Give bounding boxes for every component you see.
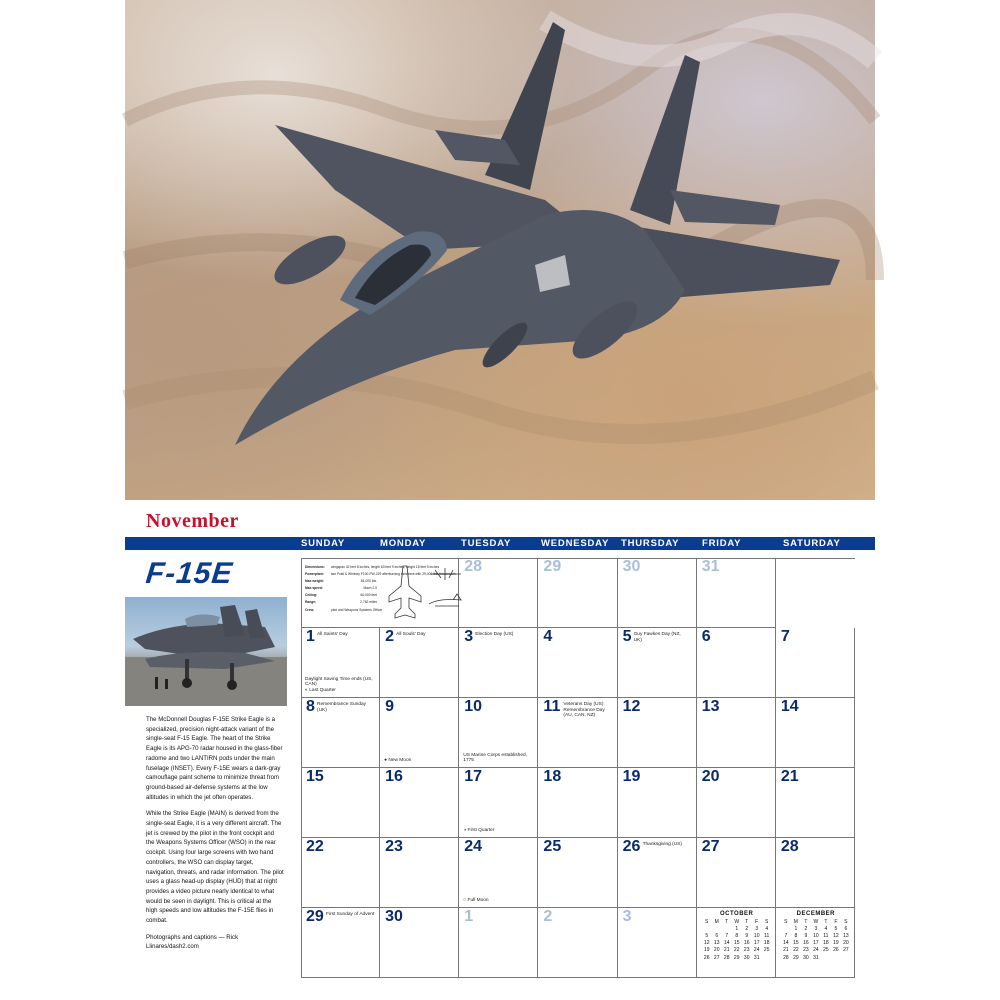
day-cell bbox=[697, 628, 776, 698]
day-footnote: ● New Moon bbox=[384, 758, 412, 764]
holiday-label: Election Day (US) bbox=[475, 632, 514, 637]
mini-calendar-cell bbox=[776, 908, 855, 978]
day-cell bbox=[380, 838, 459, 908]
mini-date: 17 bbox=[813, 940, 819, 947]
day-number: 23 bbox=[385, 838, 403, 855]
spec-row bbox=[305, 607, 383, 614]
mini-date: 28 bbox=[723, 954, 730, 961]
mini-date: 21 bbox=[723, 947, 730, 954]
mini-date bbox=[831, 954, 841, 961]
day-number: 27 bbox=[701, 838, 720, 855]
spec-value: 81,000 lbs. bbox=[360, 579, 377, 584]
inset-aircraft-illustration bbox=[125, 597, 287, 706]
mini-weekday: F bbox=[755, 918, 759, 925]
day-cell bbox=[459, 908, 538, 978]
day-cell bbox=[301, 698, 380, 768]
moon-phase-note: ◐ Last Quarter bbox=[305, 688, 336, 694]
mini-date: 13 bbox=[843, 932, 849, 939]
mini-date: 12 bbox=[703, 940, 710, 947]
day-cell bbox=[697, 558, 776, 628]
day-number: 2 bbox=[543, 908, 553, 925]
mini-calendar-table bbox=[702, 918, 772, 961]
mini-date: 31 bbox=[753, 954, 760, 961]
holiday-label: First Sunday of Advent bbox=[326, 912, 375, 917]
day-number: 12 bbox=[622, 698, 641, 715]
specs-cell bbox=[301, 558, 459, 628]
day-number: 17 bbox=[464, 768, 483, 785]
mini-date: 3 bbox=[755, 925, 759, 932]
mini-date: 30 bbox=[743, 954, 750, 961]
mini-date: 31 bbox=[813, 954, 819, 961]
spec-value: Mach 2.5 bbox=[363, 586, 377, 591]
mini-date: 21 bbox=[783, 947, 789, 954]
spec-label: Max weight: bbox=[305, 579, 324, 584]
mini-date: 19 bbox=[833, 940, 839, 947]
day-number: 25 bbox=[543, 838, 562, 855]
weekday-thursday: THURSDAY bbox=[621, 538, 680, 549]
day-cell bbox=[380, 768, 459, 838]
day-number: 10 bbox=[464, 698, 483, 715]
day-cell bbox=[459, 768, 538, 838]
aircraft-silhouette-diagram bbox=[383, 562, 463, 622]
mini-date: 6 bbox=[844, 925, 848, 932]
mini-date: 25 bbox=[763, 947, 770, 954]
holiday-label: Veterans Day (US) Remembrance Day (AU, CAN, NZ) bbox=[563, 702, 605, 719]
main-photo-f15e bbox=[125, 0, 875, 500]
aircraft-title: F-15E bbox=[144, 557, 235, 590]
day-cell bbox=[618, 768, 697, 838]
day-number: 9 bbox=[385, 698, 395, 715]
day-number: 3 bbox=[464, 628, 474, 645]
day-cell bbox=[618, 558, 697, 628]
mini-date: 30 bbox=[803, 954, 809, 961]
holiday-label: All Souls' Day bbox=[396, 632, 426, 637]
mini-weekday: W bbox=[813, 918, 819, 925]
story-paragraph: While the Strike Eagle (MAIN) is derived from the single-seat Eagle, it is a very different aircraft. The jet is crewed by the pilot in the front cockpit and the Weapons Systems Officer (WSO) in the rear cockpit. Using four large screens with two hand controllers, the WSO can display target, navigation, threats, and radar information. The pilot uses a glass head-up display (HUD) that at night provides a video picture nearly identical to what would be seen in daylight. This is critical at the high speeds and low altitudes the F-15E flies in combat. bbox=[146, 810, 284, 925]
mini-date: 26 bbox=[833, 947, 839, 954]
mini-date: 6 bbox=[715, 932, 719, 939]
mini-weekday: S bbox=[705, 918, 709, 925]
photo-credit: Photographs and captions — Rick Llinares/dash2.com bbox=[146, 933, 239, 951]
mini-date: 13 bbox=[713, 940, 720, 947]
spec-row bbox=[305, 564, 440, 571]
mini-date: 10 bbox=[753, 932, 760, 939]
day-number: 30 bbox=[385, 908, 403, 925]
weekday-friday: FRIDAY bbox=[702, 538, 742, 549]
day-number: 28 bbox=[780, 838, 799, 855]
spec-label: Ceiling: bbox=[305, 593, 318, 598]
f15e-aircraft-illustration bbox=[125, 0, 875, 500]
mini-weekday: M bbox=[714, 918, 719, 925]
day-cell bbox=[618, 628, 697, 698]
weekday-tuesday: TUESDAY bbox=[461, 538, 512, 549]
spec-value: wingspan 42 feet 8 inches, length 63 feet 9 inches, height 18 feet 5 inches bbox=[331, 565, 440, 569]
holiday-label: Guy Fawkes Day (NZ, UK) bbox=[633, 632, 681, 643]
day-number: 30 bbox=[622, 558, 641, 575]
mini-date: 9 bbox=[804, 932, 808, 939]
day-cell bbox=[301, 908, 380, 978]
mini-date bbox=[702, 925, 712, 932]
day-number: 16 bbox=[385, 768, 403, 785]
day-number: 18 bbox=[543, 768, 562, 785]
day-cell bbox=[380, 908, 459, 978]
mini-date bbox=[841, 954, 851, 961]
day-cell bbox=[618, 838, 697, 908]
spec-row bbox=[305, 571, 456, 578]
day-number: 15 bbox=[306, 768, 324, 785]
mini-date: 16 bbox=[803, 940, 809, 947]
mini-date: 7 bbox=[784, 932, 788, 939]
day-number: 3 bbox=[622, 908, 632, 925]
weekday-saturday: SATURDAY bbox=[783, 538, 841, 549]
mini-date: 19 bbox=[703, 947, 710, 954]
mini-date: 4 bbox=[824, 925, 828, 932]
mini-date: 16 bbox=[743, 940, 750, 947]
mini-date: 11 bbox=[823, 932, 829, 939]
mini-date: 15 bbox=[793, 940, 799, 947]
day-number: 31 bbox=[701, 558, 720, 575]
day-cell bbox=[301, 768, 380, 838]
day-cell bbox=[459, 628, 538, 698]
day-cell bbox=[459, 558, 538, 628]
mini-date: 29 bbox=[793, 954, 799, 961]
day-number: 13 bbox=[701, 698, 720, 715]
day-number: 7 bbox=[780, 628, 790, 645]
mini-date bbox=[722, 925, 732, 932]
spec-row bbox=[305, 578, 377, 585]
day-cell bbox=[459, 838, 538, 908]
mini-date: 20 bbox=[713, 947, 720, 954]
mini-calendar-title: OCTOBER bbox=[720, 911, 754, 917]
spec-value: two Pratt & Whitney F100-PW-229 afterburning turbofans with 29,000 lbs. thrust each bbox=[331, 572, 456, 577]
day-footnote: US Marine Corps established, 1775 bbox=[463, 752, 528, 764]
mini-date: 20 bbox=[843, 940, 849, 947]
day-cell bbox=[776, 768, 855, 838]
mini-date: 9 bbox=[745, 932, 749, 939]
day-number: 8 bbox=[306, 698, 315, 715]
day-cell bbox=[380, 628, 459, 698]
mini-date: 24 bbox=[753, 947, 760, 954]
day-number: 29 bbox=[306, 908, 324, 925]
mini-date: 23 bbox=[803, 947, 809, 954]
day-cell bbox=[301, 838, 380, 908]
day-cell bbox=[538, 908, 617, 978]
day-number: 5 bbox=[622, 628, 632, 645]
mini-calendar-cell bbox=[697, 908, 776, 978]
day-cell bbox=[618, 908, 697, 978]
mini-date: 12 bbox=[833, 932, 839, 939]
day-cell bbox=[618, 698, 697, 768]
spec-label: Dimensions: bbox=[305, 565, 325, 569]
mini-date: 24 bbox=[813, 947, 819, 954]
spec-label: Crew: bbox=[305, 607, 315, 612]
calendar-grid bbox=[301, 558, 855, 978]
day-cell bbox=[538, 768, 617, 838]
mini-date: 11 bbox=[764, 932, 770, 939]
mini-date: 7 bbox=[725, 932, 729, 939]
weekday-sunday: SUNDAY bbox=[301, 538, 346, 549]
spec-label: Range: bbox=[305, 600, 317, 605]
mini-weekday: T bbox=[824, 918, 828, 925]
day-cell bbox=[301, 628, 380, 698]
spec-value: 2,762 miles bbox=[360, 600, 377, 605]
day-cell bbox=[459, 698, 538, 768]
mini-date: 8 bbox=[794, 932, 798, 939]
day-number: 11 bbox=[543, 698, 561, 715]
mini-weekday: S bbox=[784, 918, 788, 925]
mini-date: 27 bbox=[843, 947, 849, 954]
day-cell bbox=[776, 838, 855, 908]
day-number: 24 bbox=[464, 838, 483, 855]
spec-label: Powerplant: bbox=[305, 572, 324, 577]
mini-date: 25 bbox=[823, 947, 829, 954]
mini-date: 14 bbox=[723, 940, 730, 947]
mini-date: 14 bbox=[783, 940, 789, 947]
day-number: 21 bbox=[780, 768, 799, 785]
mini-weekday: T bbox=[745, 918, 749, 925]
mini-date: 22 bbox=[793, 947, 799, 954]
day-number: 1 bbox=[464, 908, 474, 925]
day-cell bbox=[538, 698, 617, 768]
mini-weekday: M bbox=[793, 918, 798, 925]
mini-date: 5 bbox=[834, 925, 838, 932]
mini-date: 2 bbox=[804, 925, 808, 932]
day-number: 4 bbox=[543, 628, 553, 645]
story-text bbox=[146, 715, 284, 959]
mini-date bbox=[762, 954, 772, 961]
mini-weekday: T bbox=[804, 918, 808, 925]
mini-date: 2 bbox=[745, 925, 749, 932]
day-number: 20 bbox=[701, 768, 720, 785]
day-number: 19 bbox=[622, 768, 641, 785]
mini-weekday: S bbox=[765, 918, 769, 925]
mini-calendar-december bbox=[781, 911, 851, 961]
mini-date: 18 bbox=[763, 940, 770, 947]
mini-date: 29 bbox=[733, 954, 740, 961]
weekday-header-bar bbox=[125, 537, 875, 550]
day-cell bbox=[538, 628, 617, 698]
spec-row bbox=[305, 592, 377, 599]
mini-calendar-october bbox=[702, 911, 772, 961]
mini-weekday: F bbox=[834, 918, 838, 925]
month-title: November bbox=[146, 510, 239, 532]
mini-date: 18 bbox=[823, 940, 829, 947]
mini-date: 1 bbox=[735, 925, 739, 932]
day-number: 22 bbox=[306, 838, 324, 855]
spec-row bbox=[305, 585, 377, 592]
holiday-label: Thanksgiving (US) bbox=[642, 842, 683, 847]
mini-date: 3 bbox=[814, 925, 818, 932]
mini-calendar-table bbox=[781, 918, 851, 961]
mini-weekday: S bbox=[844, 918, 848, 925]
day-number: 2 bbox=[385, 628, 395, 645]
day-cell bbox=[380, 698, 459, 768]
spec-value: 60,000 feet bbox=[360, 593, 377, 598]
mini-date bbox=[781, 925, 791, 932]
spec-value: pilot and Weapons Systems Officer bbox=[331, 607, 383, 612]
weekday-wednesday: WEDNESDAY bbox=[541, 538, 610, 549]
story-paragraph: The McDonnell Douglas F-15E Strike Eagle is a specialized, precision night-attack variant of the single-seat F-15 Eagle. The heart of the Strike Eagle is its APG-70 radar housed in the glass-fiber radome and two LANTIRN pods under the main fuselage (INSET). Every F-15E wears a dark-gray camouflage paint scheme to minimize threat from ground-based air-defense systems at the low altitudes in which the jet often operates. bbox=[146, 716, 283, 801]
day-number: 29 bbox=[543, 558, 562, 575]
mini-date bbox=[821, 954, 831, 961]
day-footnote: ○ Full Moon bbox=[463, 898, 489, 904]
day-cell bbox=[538, 558, 617, 628]
mini-date: 1 bbox=[794, 925, 798, 932]
mini-calendar-title: DECEMBER bbox=[796, 911, 836, 917]
mini-date: 22 bbox=[733, 947, 740, 954]
mini-date: 10 bbox=[813, 932, 819, 939]
mini-weekday: T bbox=[725, 918, 729, 925]
day-cell bbox=[697, 698, 776, 768]
day-number: 14 bbox=[780, 698, 799, 715]
day-number: 6 bbox=[701, 628, 711, 645]
mini-date: 17 bbox=[753, 940, 760, 947]
holiday-label: Remembrance Sunday (UK) bbox=[317, 702, 367, 713]
specs-table bbox=[305, 564, 456, 614]
day-cell bbox=[776, 698, 855, 768]
mini-date: 27 bbox=[713, 954, 720, 961]
mini-date: 23 bbox=[743, 947, 750, 954]
mini-date: 26 bbox=[703, 954, 710, 961]
day-number: 1 bbox=[306, 628, 315, 645]
mini-date bbox=[712, 925, 722, 932]
mini-date: 28 bbox=[783, 954, 789, 961]
spec-row bbox=[305, 599, 377, 606]
day-footnote: ◑ First Quarter bbox=[463, 828, 495, 834]
holiday-label: All Saints' Day bbox=[317, 632, 348, 637]
mini-date: 15 bbox=[733, 940, 740, 947]
day-number: 28 bbox=[464, 558, 483, 575]
weekday-monday: MONDAY bbox=[380, 538, 427, 549]
day-cell bbox=[776, 628, 855, 698]
mini-date: 5 bbox=[705, 932, 709, 939]
spec-label: Max speed: bbox=[305, 586, 323, 591]
mini-weekday: W bbox=[734, 918, 740, 925]
day-footnote: Daylight Saving Time ends (US, CAN) bbox=[305, 676, 373, 688]
day-number: 26 bbox=[622, 838, 641, 855]
day-cell bbox=[697, 768, 776, 838]
day-cell bbox=[538, 838, 617, 908]
inset-photo bbox=[125, 597, 287, 706]
mini-date: 8 bbox=[735, 932, 739, 939]
mini-date: 4 bbox=[765, 925, 769, 932]
day-cell bbox=[697, 838, 776, 908]
